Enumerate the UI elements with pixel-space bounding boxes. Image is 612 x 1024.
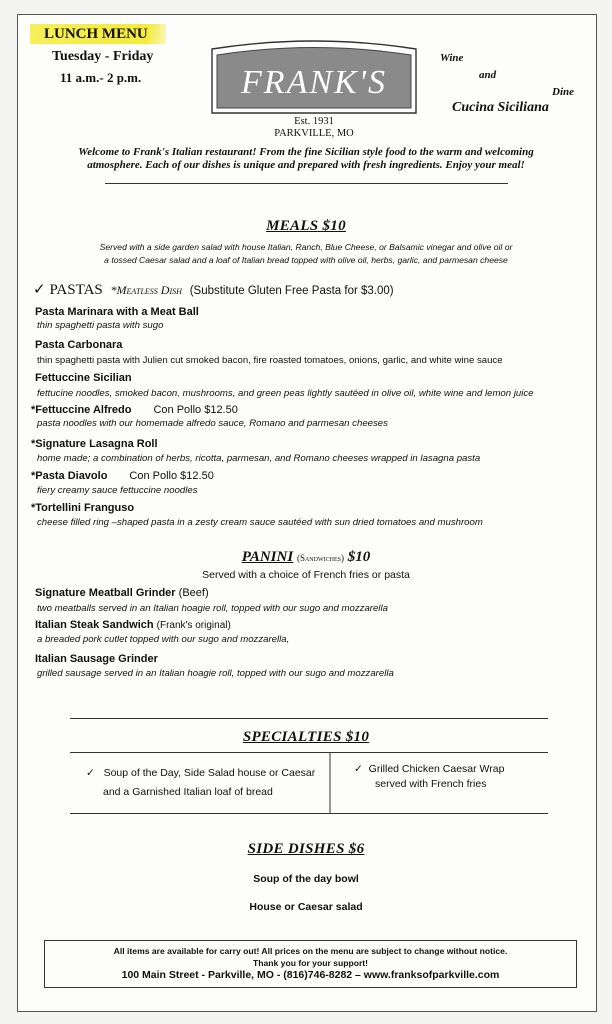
check-icon: ✓ — [354, 763, 363, 775]
established-info — [208, 116, 420, 140]
pasta-item-name: Pasta Carbonara — [35, 339, 123, 351]
pasta-item-desc: fiery creamy sauce fettuccine noodles — [37, 485, 198, 496]
meals-description — [40, 241, 572, 267]
logo-text: FRANK'S — [241, 64, 387, 101]
panini-item-name: Signature Meatball Grinder (Beef) — [35, 587, 209, 599]
meals-desc-line-2: a tossed Caesar salad and a loaf of Italian bread topped with olive oil, herbs, garlic, and parmesan cheese — [104, 255, 508, 265]
panini-item-name: Italian Sausage Grinder — [35, 653, 158, 665]
lunch-days: Tuesday - Friday — [52, 49, 154, 64]
side-item-soup: Soup of the day bowl — [253, 873, 359, 885]
check-icon: ✓ — [86, 767, 95, 779]
meals-heading: MEALS $10 — [266, 218, 346, 234]
pasta-item-desc: fettucine noodles, smoked bacon, mushrooms, and green peas lightly sautéed in olive oil, white wine and lemon juice — [37, 388, 534, 399]
specialty-chicken-wrap: ✓ Grilled Chicken Caesar Wrap served with French fries — [354, 763, 505, 790]
side-item-salad: House or Caesar salad — [249, 901, 363, 913]
tagline-dine: Dine — [552, 86, 574, 98]
welcome-line-1: Welcome to Frank's Italian restaurant! From the fine Sicilian style food to the warm and welcoming — [78, 146, 534, 158]
pasta-item-name: *Tortellini Franguso — [31, 502, 135, 514]
pasta-item-name: *Pasta Diavolo Con Pollo $12.50 — [31, 470, 214, 482]
pasta-item-name: Pasta Marinara with a Meat Ball — [35, 306, 199, 318]
pasta-item-name: Fettuccine Sicilian — [35, 372, 132, 384]
footer-box — [44, 940, 577, 988]
con-pollo-price: Con Pollo $12.50 — [153, 404, 238, 416]
panini-divider — [70, 718, 548, 719]
tagline-and: and — [479, 69, 497, 81]
pasta-item-desc: thin spaghetti pasta with Julien cut smoked bacon, fire roasted tomatoes, onions, garlic, and white wine sauce — [37, 355, 503, 366]
footer-address: 100 Main Street - Parkville, MO - (816)746-8282 – www.franksofparkville.com — [121, 969, 500, 981]
pasta-item-desc: thin spaghetti pasta with sugo — [37, 320, 164, 331]
welcome-line-2: atmosphere. Each of our dishes is unique and prepared with fresh ingredients. Enjoy your meal! — [87, 159, 525, 171]
lunch-menu-heading: LUNCH MENU — [30, 26, 166, 43]
panini-subtitle: Served with a choice of French fries or pasta — [202, 569, 410, 581]
footer-thanks: Thank you for your support! — [252, 958, 369, 968]
specialty-soup-salad: ✓ Soup of the Day, Side Salad house or Caesar and a Garnished Italian loaf of bread — [86, 767, 316, 798]
pasta-item-desc: cheese filled ring –shaped pasta in a zesty cream sauce sautéed with sun dried tomatoes and mushroom — [37, 517, 483, 528]
check-icon: ✓ — [33, 282, 46, 298]
pasta-item-desc: pasta noodles with our homemade alfredo sauce, Romano and parmesan cheeses — [37, 418, 388, 429]
specialties-heading: SPECIALTIES $10 — [242, 729, 370, 745]
panini-item-desc: two meatballs served in an Italian hoagie roll, topped with our sugo and mozzarella — [37, 603, 388, 614]
gluten-free-note: (Substitute Gluten Free Pasta for $3.00) — [189, 285, 394, 297]
panini-heading: PANINI (Sandwiches) $10 — [241, 549, 371, 565]
footer-carry-out: All items are available for carry out! All prices on the menu are subject to change without notice. — [113, 946, 508, 956]
lunch-hours: 11 a.m.- 2 p.m. — [60, 70, 142, 85]
pasta-item-desc: home made; a combination of herbs, ricotta, parmesan, and Romano cheeses wrapped in lasagna pasta — [37, 453, 481, 464]
side-dishes-heading: SIDE DISHES $6 — [247, 841, 365, 857]
panini-item-desc: grilled sausage served in an Italian hoagie roll, topped with our sugo and mozzarella — [37, 668, 394, 679]
panini-price: $10 — [347, 549, 371, 565]
est-year: Est. 1931 — [294, 116, 334, 127]
tagline-wine: Wine — [440, 52, 464, 64]
panini-item-desc: a breaded pork cutlet topped with our sugo and mozzarella, — [37, 634, 290, 645]
welcome-message — [55, 146, 557, 172]
sandwiches-label: (Sandwiches) — [296, 553, 344, 563]
meatless-note: *Meatless Dish — [110, 283, 182, 297]
cucina-siciliana: Cucina Siciliana — [452, 100, 549, 115]
header-divider — [105, 183, 508, 184]
pastas-title: PASTAS — [49, 282, 103, 298]
franks-logo — [208, 37, 420, 115]
location-text: PARKVILLE, MO — [274, 128, 354, 139]
meals-desc-line-1: Served with a side garden salad with house Italian, Ranch, Blue Cheese, or Balsamic vinegar and olive oil or — [99, 242, 513, 252]
pasta-item-name: *Signature Lasagna Roll — [31, 438, 158, 450]
con-pollo-price: Con Pollo $12.50 — [129, 470, 214, 482]
pasta-item-name: *Fettuccine Alfredo Con Pollo $12.50 — [31, 404, 238, 416]
pastas-heading — [33, 280, 394, 299]
panini-item-name: Italian Steak Sandwich (Frank's original) — [35, 619, 231, 631]
